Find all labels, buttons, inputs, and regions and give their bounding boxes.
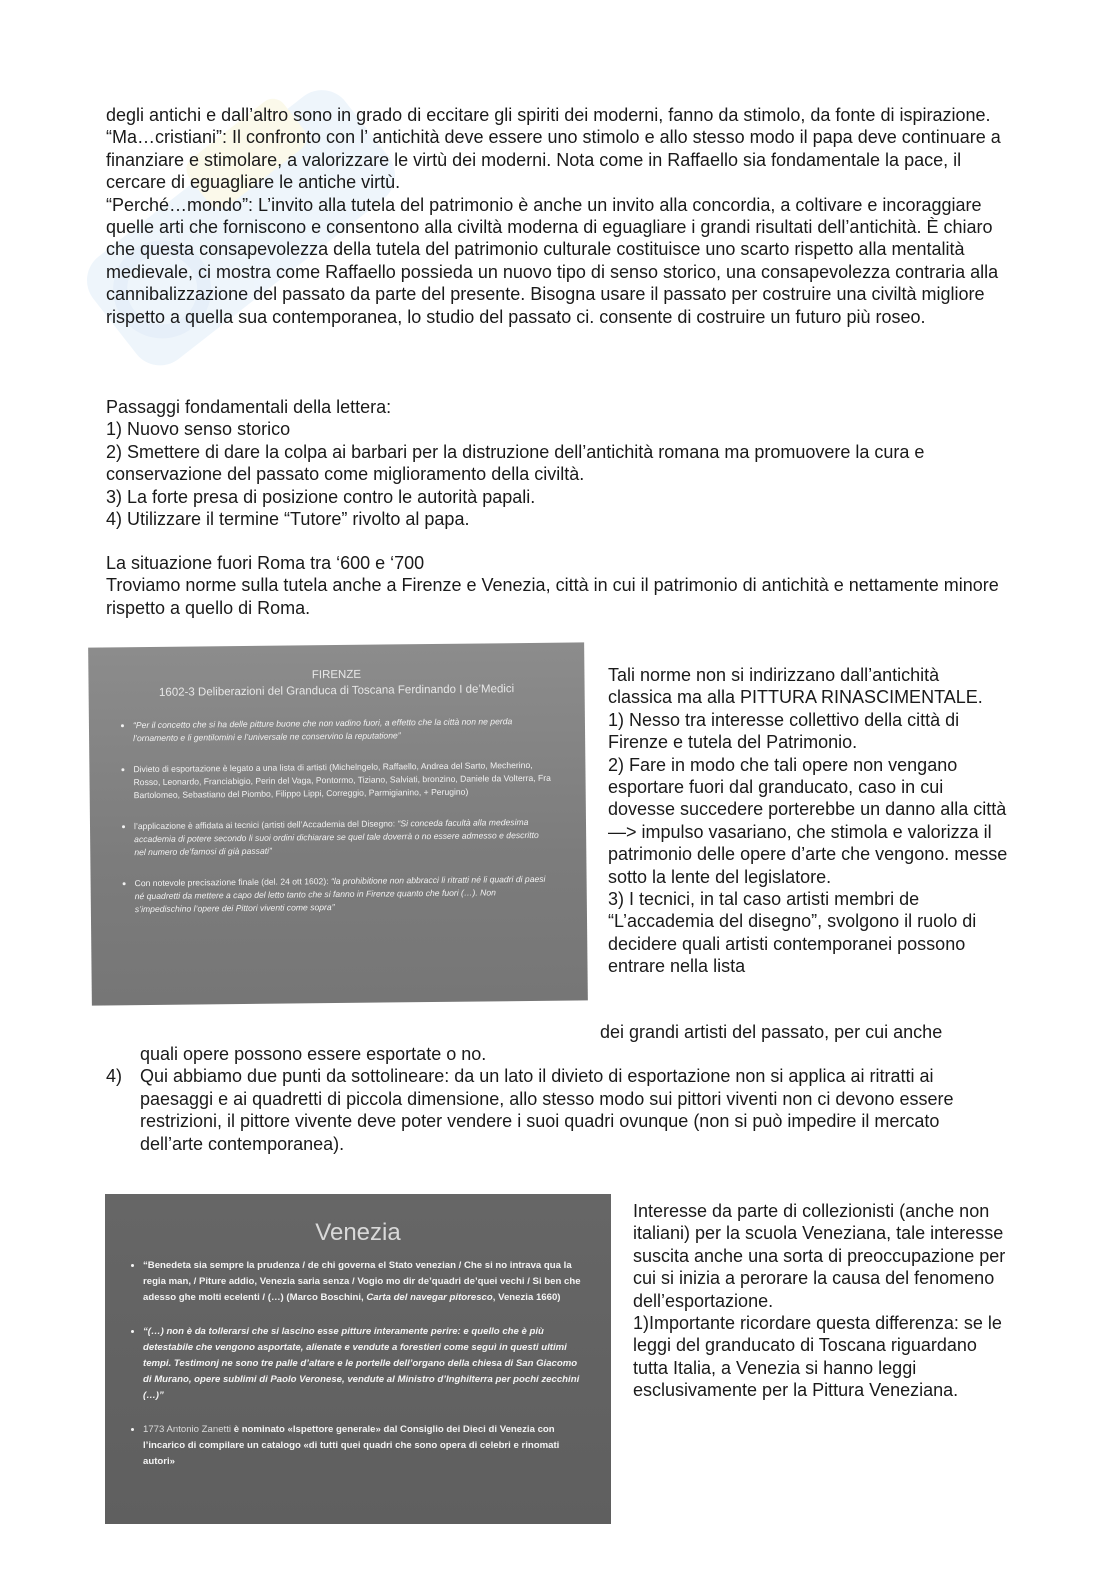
bullet-quote: “Per il concetto che si ha delle pitture buone che non vadino fuori, a effetto che la città non ne perda l’ornamento e li gentilomini e l’universale ne conservino la reputatione” (132, 716, 513, 744)
slide-venezia-bullet: • “Benedeta sia sempre la prudenza / de chi governa el Stato venezian / Che si no intrava qua la regia man, / Piture addio, Venezia saria senza / Vogio mo dir de’quadri de’quei vechi / Si ben che adesso ghe molti ecelenti / (…) (Marco Boschini, Carta del navegar pitoresco, Venezia 1660) (143, 1258, 583, 1306)
list-number: 4) (106, 1066, 123, 1087)
intro-paragraph: “Perché…mondo”: L’invito alla tutela del patrimonio è anche un invito alla concordia, a coltivare e incoraggiare quelle arti che forniscono e consentono alla civiltà moderna di eguagliare i grandi risultati dell’antichità. È chiaro che questa consapevolezza della tutela del patrimonio culturale costituisce uno scarto rispetto alla mentalità medievale, ci mostra come Raffaello possieda un nuovo tipo di senso storico, una consapevolezza contraria alla cannibalizzazione del passato da parte del presente. Bisogna usare il passato per costruire una civiltà migliore rispetto a quella sua contemporanea, lo studio del passato ci. consente di costruire un futuro più roseo. (106, 194, 999, 327)
continued-list (106, 1043, 1006, 1155)
passaggi-item: 1) Nuovo senso storico (106, 419, 291, 440)
intro-paragraph: degli antichi e dall’altro sono in grado di eccitare gli spiriti dei moderni, fanno da stimolo, da fonte di ispirazione. (106, 105, 991, 125)
passaggi-section (106, 396, 1006, 530)
slide-venezia-bullet (143, 1324, 583, 1404)
firenze-note: 3) I tecnici, in tal caso artisti membri de “L’accademia del disegno”, svolgono il ruolo di decidere quali artisti contemporanei possono entrare nella lista (608, 889, 977, 977)
slide-firenze-bullet (135, 873, 553, 916)
slide-firenze-subtitle: 1602-3 Deliberazioni del Granduca di Toscana Ferdinando I de’Medici (158, 683, 515, 699)
passaggi-item: 2) Smettere di dare la colpa ai barbari per la distruzione dell’antichità romana ma promuovere la cura e conservazione del passato come miglioramento della civiltà. (106, 441, 925, 485)
slide-firenze-bullet (133, 759, 551, 802)
list-item-4 (106, 1065, 1006, 1155)
slide-venezia-image (105, 1194, 611, 1524)
slide-firenze-title: FIRENZE (311, 668, 362, 682)
situazione-section (106, 552, 1006, 619)
bullet-quote: “Si conceda facultà alla medesima accademia di potere secondo li suoi ordini dichiarare se quel tale doverrà o no essere admesso e descritto nel numero de’famosi di già passati” (134, 817, 539, 858)
bullet-quote: “la prohibitione non abbracci li ritratti né li quadri di paesi né quadretti da mettere a capo del letto tanto che si fanno in Firenze quanto che fuori (…). Non s’impedischino l’opere dei Pittori viventi come sopra” (134, 873, 546, 915)
firenze-note: Tali norme non si indirizzano dall’antichità classica ma alla PITTURA RINASCIMENTALE. (608, 665, 983, 708)
slide-firenze-bullet (133, 715, 551, 745)
work-title: Carta del navegar pitoresco (366, 1292, 493, 1303)
firenze-note: 2) Fare in modo che tali opere non vengano esportare fuori dal granducato, caso in cui dovesse succedere porterebbe un danno alla città —> impulso vasariano, che stimola e valorizza il patrimonio delle opere d’arte che vengono. messe sotto la lente del legislatore. (608, 754, 1008, 887)
list-item-text: Qui abbiamo due punti da sottolineare: da un lato il divieto di esportazione non si applica ai ritratti ai paesaggi e ai quadretti di piccola dimensione, allo stesso modo sui pittori viventi non ci devono essere restrizioni, il pittore vivente deve poter vendere i suoi quadri ovunque (non si può impedire il mercato dell’arte contemporanea). (140, 1066, 954, 1154)
venezia-note: Interesse da parte di collezionisti (anche non italiani) per la scuola Veneziana, tale interesse suscita anche una sorta di preoccupazione per cui si inizia a perorare la causa del fenomeno dell’esportazione. (633, 1201, 1006, 1311)
situazione-text: Troviamo norme sulla tutela anche a Firenze e Venezia, città in cui il patrimonio di antichità e nettamente minore rispetto a quello di Roma. (106, 575, 999, 618)
slide-firenze-image (88, 642, 588, 1005)
situazione-heading: La situazione fuori Roma tra ‘600 e ‘700 (106, 553, 425, 573)
venezia-notes (633, 1200, 1013, 1402)
bullet-text: Divieto di esportazione è legato a una lista di artisti (Michelngelo, Raffaello, Andrea del Sarto, Mecherino, Rosso, Leonardo, Franciabigio, Perin del Vaga, Pontormo, Tiziano, Salviati, bronzino, Daniele da Volterra, Fra Bartolomeo, Sebastiano del Piombo, Filippo Lippi, Correggio, Parmigianino, + Perugino) (133, 759, 551, 801)
passaggi-item: 3) La forte presa di posizione contro le autorità papali. (106, 486, 536, 507)
passaggi-item: 4) Utilizzare il termine “Tutore” rivolto al papa. (106, 509, 470, 530)
passaggi-heading: Passaggi fondamentali della lettera: (106, 397, 392, 417)
slide-firenze-bullets (89, 714, 587, 916)
venezia-note: 1)Importante ricordare questa differenza: se le leggi del granducato di Toscana riguardano tutta Italia, a Venezia si hanno leggi esclusivamente per la Pittura Veneziana. (633, 1313, 1002, 1401)
intro-paragraph: “Ma…cristiani”: Il confronto con l’ antichità deve essere uno stimolo e allo stesso modo il papa deve continuare a finanziare e stimolare, a valorizzare le virtù dei moderni. Nota come in Raffaello sia fondamentale la pace, il cercare di eguagliare le antiche virtù. (106, 127, 1001, 193)
list-item-3-continuation: quali opere possono essere esportate o no. (140, 1044, 487, 1064)
bullet-text: Con notevole precisazione finale (del. 24 ott 1602): (134, 876, 332, 889)
slide-venezia-title: Venezia (315, 1219, 401, 1246)
slide-venezia-bullets (105, 1258, 611, 1470)
firenze-notes (608, 664, 1008, 978)
bullet-text: l’applicazione è affidata ai tecnici (artisti dell’Accademia del Disegno: (133, 818, 398, 832)
slide-venezia-bullet: • 1773 Antonio Zanetti è nominato «Ispettore generale» dal Consiglio dei Dieci di Venezia con l’incarico di compilare un catalogo «di tutti quei quadri che sono opera di celebri e rinomati autori» (143, 1422, 583, 1470)
bullet-quote: “(…) non è da tollerarsi che si lascino esse pitture interamente perire: e quello che è più detestabile che vengono asportate, alienate e vendute a forestieri come seguì in questi ultimi tempi. Testimonj ne sono tre palle d’altare e le portelle dell’organo della chiesa di San Giacomo di Murano, opere sublimi di Paolo Veronese, vendute al Ministro d’Inghilterra per pochi zecchini (…)” (143, 1326, 580, 1401)
intro-paragraphs (106, 104, 1006, 328)
slide-firenze-bullet (134, 816, 552, 859)
firenze-note: 1) Nesso tra interesse collettivo della città di Firenze e tutela del Patrimonio. (608, 709, 960, 753)
firenze-note-continuation: dei grandi artisti del passato, per cui anche (600, 1022, 943, 1042)
